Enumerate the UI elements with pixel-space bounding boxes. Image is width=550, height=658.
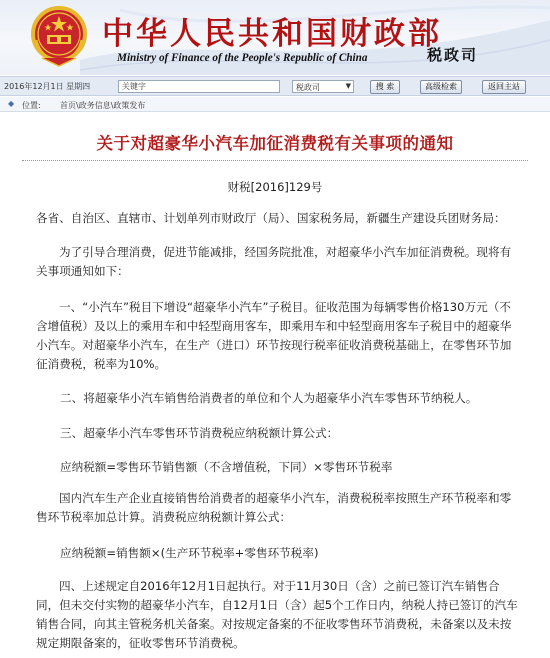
breadcrumb-label: 位置: (22, 101, 41, 110)
article-formula: 应纳税额=销售额×(生产环节税率+零售环节税率) (60, 546, 319, 560)
chevron-down-icon: ▼ (345, 82, 351, 90)
scope-select[interactable] (292, 80, 354, 93)
breadcrumb (0, 97, 550, 112)
search-input[interactable] (118, 80, 280, 93)
site-title-en: Ministry of Finance of the People's Republic of China (117, 52, 368, 64)
article-title: 关于对超豪华小汽车加征消费税有关事项的通知 (96, 134, 454, 153)
advanced-search-button[interactable]: 高级检索 (420, 80, 462, 94)
title-divider (22, 160, 528, 161)
breadcrumb-path[interactable]: 首页\政务信息\政策发布 (60, 101, 146, 110)
scope-select-value: 税政司 (296, 83, 320, 92)
search-button[interactable]: 搜 索 (370, 80, 400, 94)
return-home-button[interactable]: 返回主站 (482, 80, 526, 94)
national-emblem-icon (28, 4, 90, 70)
article-paragraph: 各省、自治区、直辖市、计划单列市财政厅（局）、国家税务局，新疆生产建设兵团财务局： (36, 211, 506, 225)
article-paragraph: 一、“小汽车”税目下增设“超豪华小汽车”子税目。征收范围为每辆零售价格130万元（不含增值税）及以上的乘用车和中轻型商用客车，即乘用车和中轻型商用客车子税目中的超豪华小汽车。对超豪华小汽车，在生产（进口）环节按现行税率征收消费税基础上，在零售环节加征消费税，税率为10%。 (36, 300, 512, 371)
location-icon: ◆ (8, 99, 15, 108)
site-title-cn: 中华人民共和国财政部 (102, 16, 442, 52)
article-paragraph: 二、将超豪华小汽车销售给消费者的单位和个人为超豪华小汽车零售环节纳税人。 (60, 391, 478, 405)
article-paragraph: 国内汽车生产企业直接销售给消费者的超豪华小汽车，消费税税率按照生产环节税率和零售环节税率加总计算。消费税应纳税额计算公式： (36, 491, 512, 524)
article-paragraph: 三、超豪华小汽车零售环节消费税应纳税额计算公式： (60, 426, 339, 440)
search-toolbar (0, 76, 550, 96)
department-name: 税政司 (427, 46, 479, 64)
document-number: 财税[2016]129号 (227, 180, 323, 194)
current-date: 2016年12月1日 星期四 (4, 82, 91, 91)
article-formula: 应纳税额=零售环节销售额（不含增值税，下同）×零售环节税率 (60, 460, 393, 474)
header-banner (0, 0, 550, 75)
article-paragraph: 为了引导合理消费，促进节能减排，经国务院批准，对超豪华小汽车加征消费税。现将有关事项通知如下： (36, 245, 512, 278)
article-paragraph: 四、上述规定自2016年12月1日起执行。对于11月30日（含）之前已签订汽车销售合同，但未交付实物的超豪华小汽车，自12月1日（含）起5个工作日内，纳税人持已签订的汽车销售合同，向其主管税务机关备案。对按规定备案的不征收零售环节消费税，未备案以及未按规定期限备案的，征收零售环节消费税。 (36, 579, 518, 650)
